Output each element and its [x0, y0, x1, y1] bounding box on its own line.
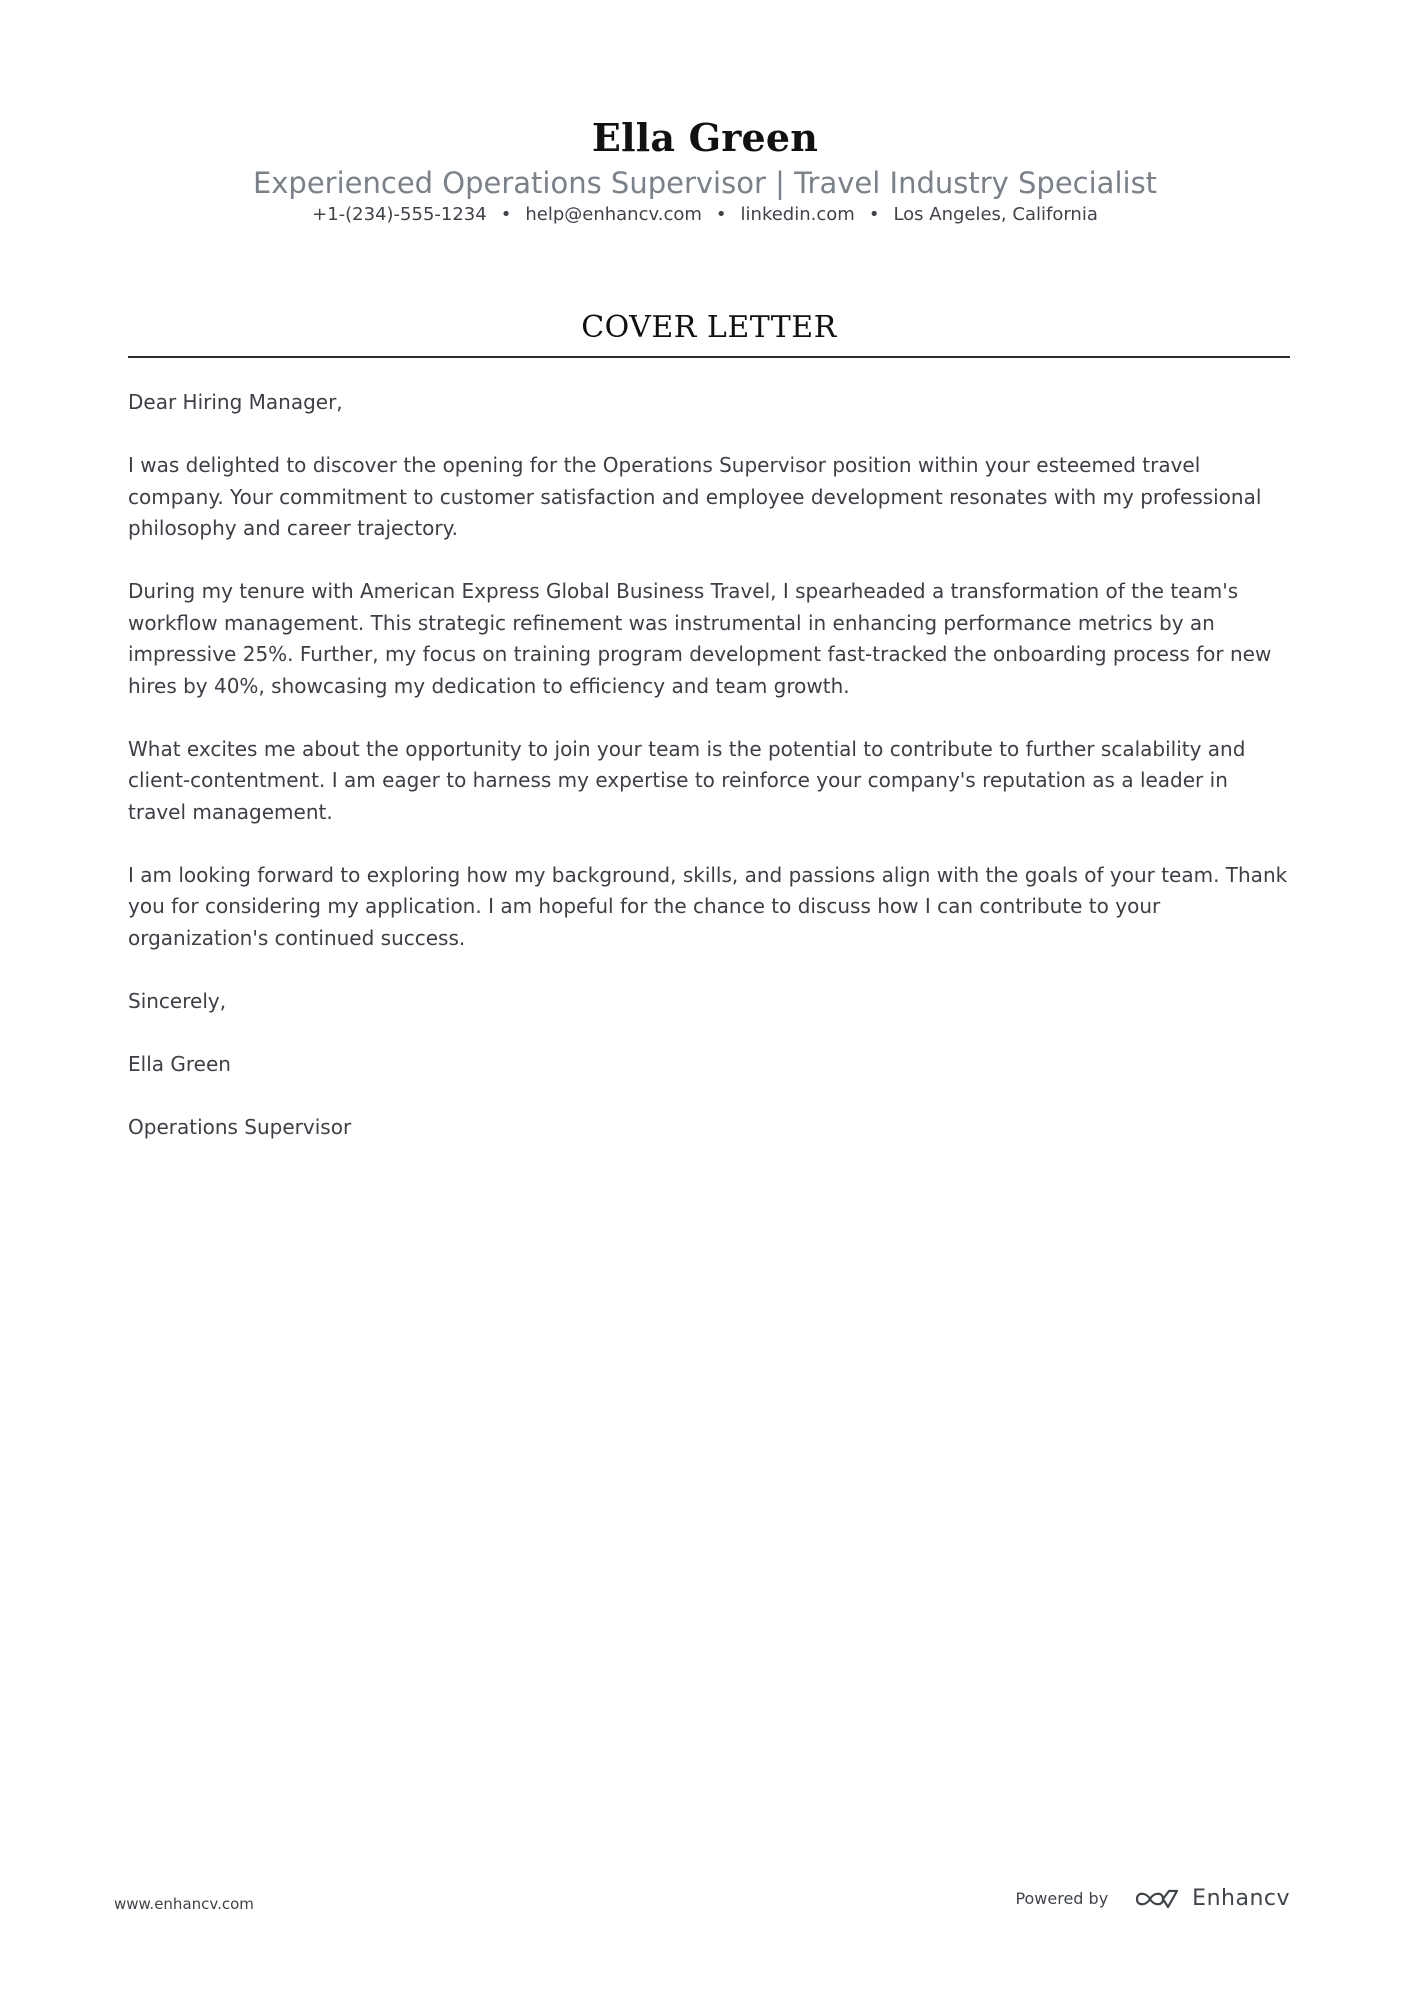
applicant-name: Ella Green: [591, 115, 819, 160]
applicant-headline: Experienced Operations Supervisor | Travel Industry Specialist: [252, 166, 1158, 200]
contact-location: Los Angeles, California: [893, 204, 1098, 225]
contact-email[interactable]: help@enhancv.com: [525, 204, 702, 225]
contact-linkedin[interactable]: linkedin.com: [740, 204, 855, 225]
contact-info: [0, 202, 1410, 228]
signature-title: Operations Supervisor: [128, 1114, 352, 1139]
letter-closing: Sincerely,: [128, 988, 227, 1013]
resume-header: [0, 112, 1410, 228]
powered-by-label: Powered by: [1015, 1889, 1109, 1908]
signature-name: Ella Green: [128, 1051, 231, 1076]
footer-website[interactable]: www.enhancv.com: [114, 1895, 254, 1913]
enhancv-logo-icon: [1134, 1887, 1180, 1911]
letter-paragraph: What excites me about the opportunity to join your team is the potential to contribute to further scalability and client-contentment. I am eager to harness my expertise to reinforce your company's reputation as a leader in travel management.: [128, 736, 1246, 824]
letter-body: [128, 387, 1290, 1175]
contact-phone: +1-(234)-555-1234: [312, 204, 487, 225]
letter-paragraph: I was delighted to discover the opening for the Operations Supervisor position within your esteemed travel company. Your commitment to customer satisfaction and employee development resonates with my professional philosophy and career trajectory.: [128, 453, 1262, 540]
contact-separator: •: [868, 204, 880, 225]
footer-branding: [1015, 1885, 1290, 1913]
section-title: COVER LETTER: [581, 310, 837, 345]
letter-greeting: Dear Hiring Manager,: [128, 390, 343, 414]
brand-name[interactable]: Enhancv: [1192, 1886, 1290, 1911]
contact-separator: •: [715, 204, 727, 225]
letter-paragraph: I am looking forward to exploring how my background, skills, and passions align with the goals of your team. Thank you for considering my application. I am hopeful for the chance to discuss how I can contribute to your organization's continued success.: [128, 862, 1288, 950]
section-divider: [128, 356, 1290, 358]
contact-separator: •: [500, 204, 512, 225]
letter-paragraph: During my tenure with American Express Global Business Travel, I spearheaded a transformation of the team's workflow management. This strategic refinement was instrumental in enhancing performance metrics by an impressive 25%. Further, my focus on training program development fast-tracked the onboarding process for new hires by 40%, showcasing my dedication to efficiency and team growth.: [128, 579, 1272, 698]
